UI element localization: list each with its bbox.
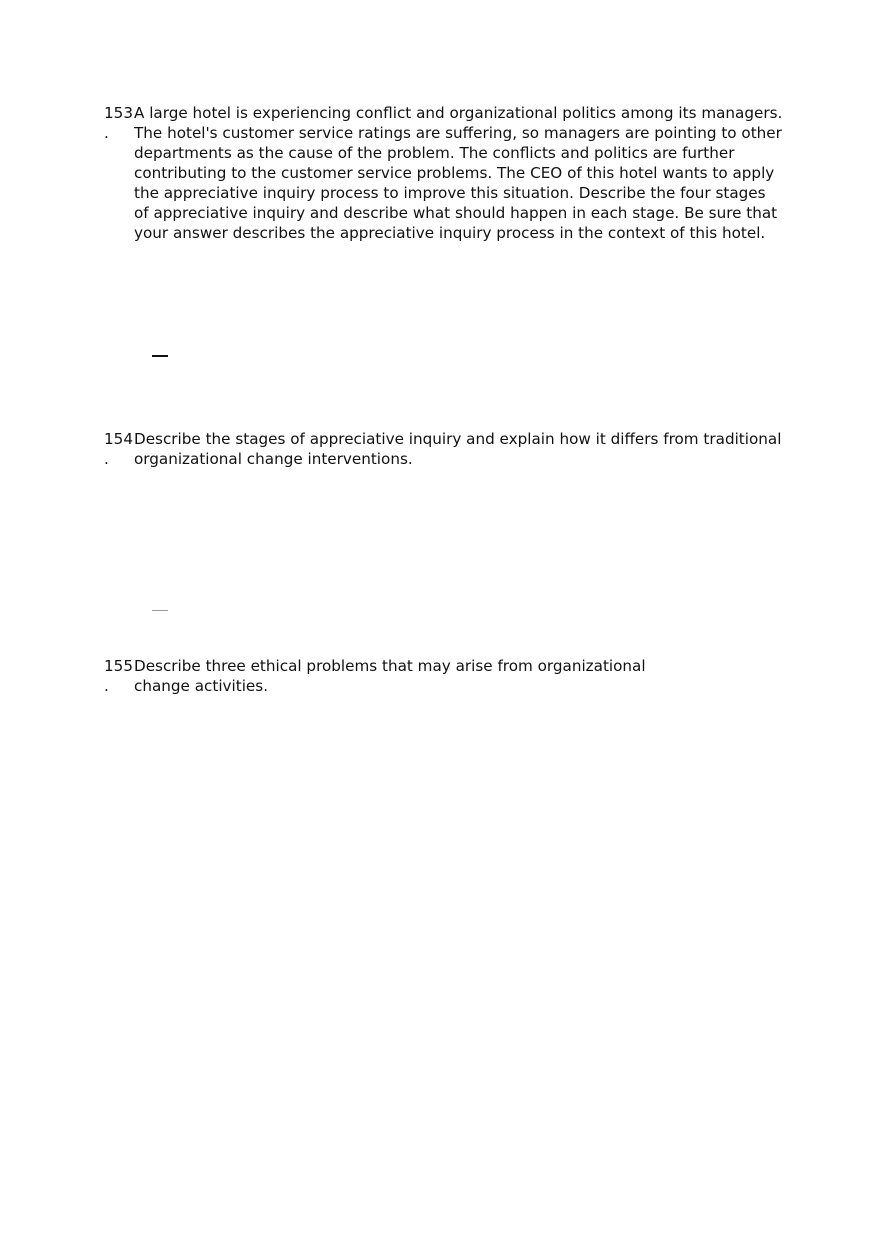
question-154 (104, 429, 784, 469)
answer-line (152, 355, 168, 357)
question-number: 154 . (104, 430, 133, 468)
question-text: Describe three ethical problems that may arise from organizational change activities. (134, 657, 646, 695)
question-155 (104, 656, 784, 696)
question-number: 155 . (104, 657, 133, 695)
answer-line (152, 610, 168, 611)
question-number: 153 . (104, 104, 133, 142)
question-153 (104, 103, 784, 243)
question-text: A large hotel is experiencing conflict and organizational politics among its managers. The hotel's customer service ratings are suffering, so managers are pointing to other departments as the cause of the problem. The conflicts and politics are further contributing to the customer service problems. The CEO of this hotel wants to apply the appreciative inquiry process to improve this situation. Describe the four stages of appreciative inquiry and describe what should happen in each stage. Be sure that your answer describes the appreciative inquiry process in the context of this hotel. (134, 104, 783, 242)
question-text: Describe the stages of appreciative inquiry and explain how it differs from traditional organizational change interventions. (134, 430, 782, 468)
